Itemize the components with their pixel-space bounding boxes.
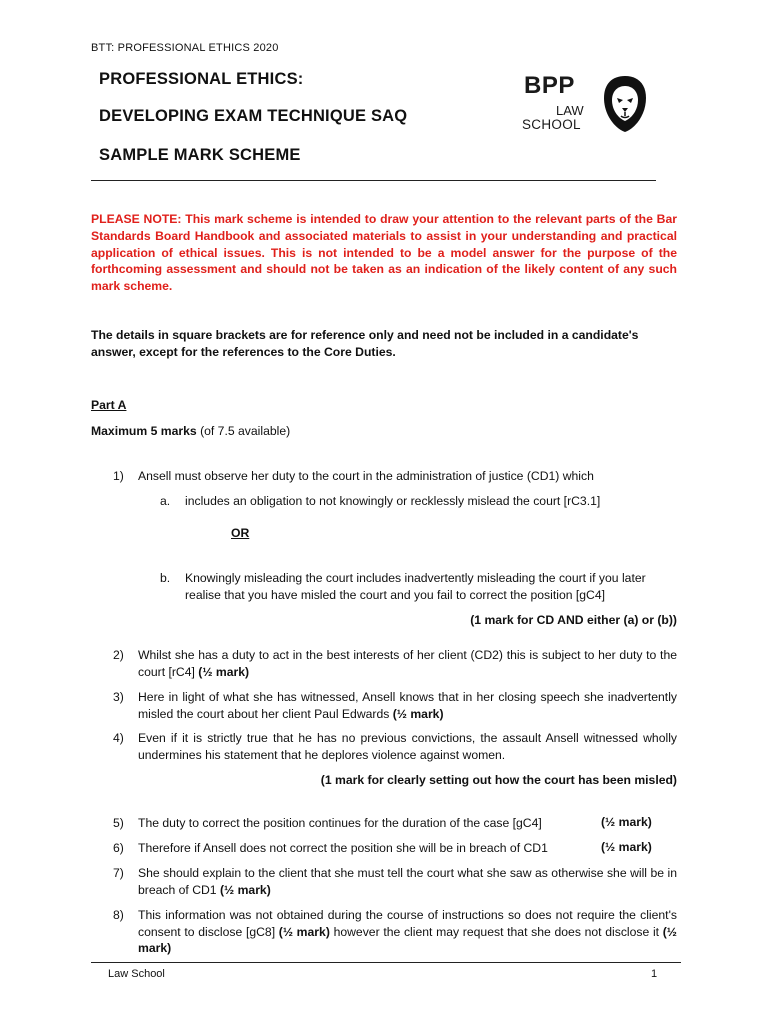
item-text: Ansell must observe her duty to the court in the administration of justice (CD1) which <box>138 469 594 483</box>
details-paragraph: The details in square brackets are for reference only and need not be included in a candidate's answer, except for the references to the Core Duties. <box>91 328 639 359</box>
sub-item-text: Knowingly misleading the court includes inadvertently misleading the court if you later realise that you have misled the court and you fail to correct the position [gC4] <box>185 571 646 602</box>
item-mark-a: (½ mark) <box>278 924 330 939</box>
item-mark-b: (½ mark) <box>138 924 677 955</box>
page-number: 1 <box>651 968 658 980</box>
item-body: She should explain to the client that she must tell the court what she saw as otherwise she will be in breach of CD1 <box>138 866 677 897</box>
running-header: BTT: PROFESSIONAL ETHICS 2020 <box>91 42 279 54</box>
footer-divider <box>91 962 681 963</box>
item-text <box>138 647 677 680</box>
item-number: 1) <box>113 469 124 483</box>
logo-bpp-text: BPP <box>524 72 575 99</box>
item-number: 2) <box>113 648 124 662</box>
title-line-1: PROFESSIONAL ETHICS: <box>99 70 304 88</box>
item-body-a: This information was not obtained during the course of instructions so does not require the client's consent to disclose [gC8] <box>138 908 677 939</box>
header-divider <box>91 180 656 181</box>
item-body: Here in light of what she has witnessed, Ansell knows that in her closing speech she inadvertently misled the court about her client Paul Edwards <box>138 690 677 721</box>
please-note-paragraph: PLEASE NOTE: This mark scheme is intended to draw your attention to the relevant parts of the Bar Standards Board Handbook and associated materials to assist in your understanding and practical application of ethical issues. This is not intended to be a model answer for the purpose of the forthcoming assessment and should not be taken as an indication of the likely content of any such mark scheme. <box>91 212 677 294</box>
title-line-2: DEVELOPING EXAM TECHNIQUE SAQ <box>99 107 408 125</box>
part-heading: Part A <box>91 398 127 412</box>
item-text <box>138 907 677 957</box>
item-mark: (½ mark) <box>392 706 444 721</box>
item-text <box>138 689 677 722</box>
sub-item-letter: a. <box>160 494 171 508</box>
item-number: 8) <box>113 908 124 922</box>
bpp-law-school-logo <box>520 72 650 136</box>
item-text: The duty to correct the position continues for the duration of the case [gC4] <box>138 816 542 830</box>
logo-law-text: LAW <box>556 103 584 118</box>
sub-item-letter: b. <box>160 571 171 585</box>
footer-school: Law School <box>108 968 165 980</box>
item-body-b: however the client may request that she does not disclose it <box>329 924 663 939</box>
item-number: 6) <box>113 841 124 855</box>
item-mark: (½ mark) <box>601 840 652 854</box>
mark-note-cd-either: (1 mark for CD AND either (a) or (b)) <box>470 613 677 627</box>
mark-note-clearly-misled: (1 mark for clearly setting out how the court has been misled) <box>320 773 677 787</box>
maximum-marks-available: (of 7.5 available) <box>196 424 291 438</box>
sub-item-text: includes an obligation to not knowingly or recklessly mislead the court [rC3.1] <box>185 494 601 508</box>
item-text: Therefore if Ansell does not correct the position she will be in breach of CD1 <box>138 841 548 855</box>
item-mark: (½ mark) <box>601 815 652 829</box>
item-text <box>138 865 677 898</box>
item-mark: (½ mark) <box>219 882 271 897</box>
logo-school-text: SCHOOL <box>522 117 581 132</box>
lion-head-icon <box>602 74 648 134</box>
item-text: Even if it is strictly true that he has no previous convictions, the assault Ansell witnessed wholly undermines his statement that he deplores violence against women. <box>138 731 677 762</box>
or-label: OR <box>231 526 250 540</box>
title-line-3: SAMPLE MARK SCHEME <box>99 146 301 164</box>
item-number: 3) <box>113 690 124 704</box>
maximum-marks-bold: Maximum 5 marks <box>91 424 197 438</box>
item-number: 5) <box>113 816 124 830</box>
item-number: 7) <box>113 866 124 880</box>
item-body: Whilst she has a duty to act in the best interests of her client (CD2) this is subject to her duty to the court [rC4] <box>138 648 677 679</box>
item-mark: (½ mark) <box>198 664 250 679</box>
item-number: 4) <box>113 731 124 745</box>
maximum-marks-line <box>91 424 290 438</box>
